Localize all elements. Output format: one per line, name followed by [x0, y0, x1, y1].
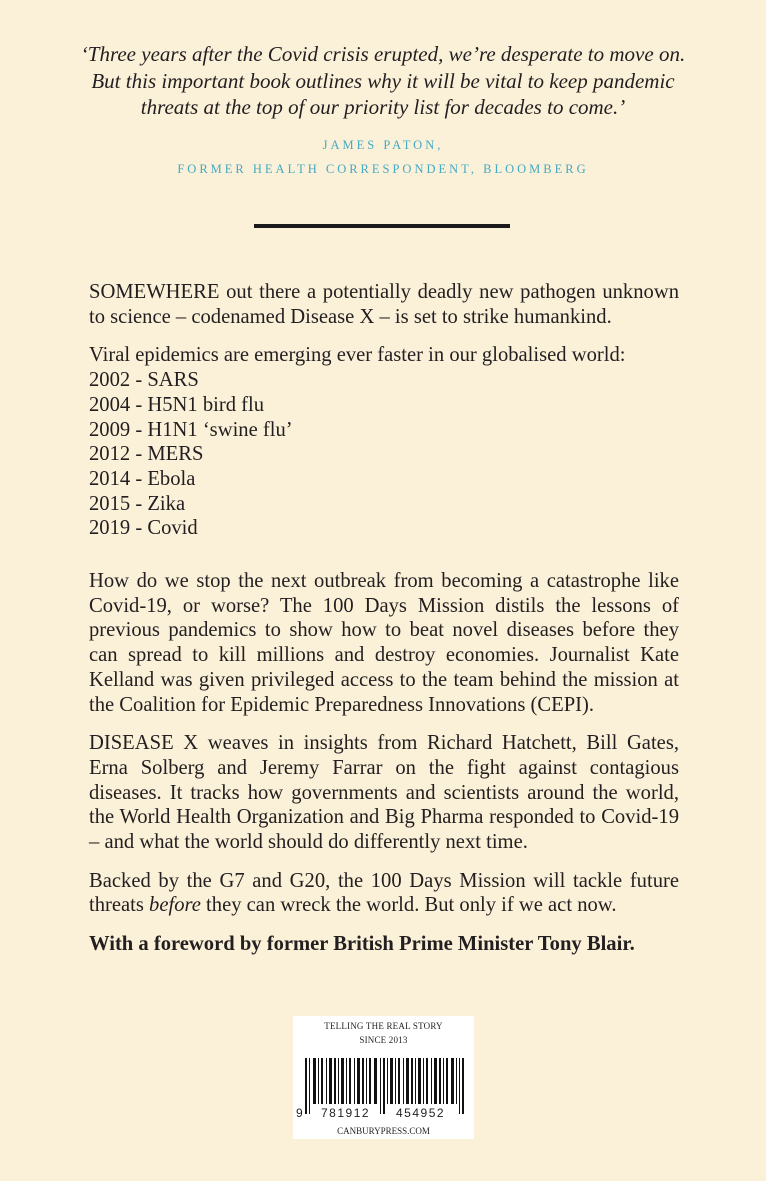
publisher-tagline: TELLING THE REAL STORY — [324, 1021, 443, 1031]
mission-paragraph: How do we stop the next outbreak from becoming a catastrophe like Covid-19, or worse? The 100 Days Mission distils the lessons of previous pandemics to show how to beat novel diseases before they can spread to kill millions and destroy economies. Journalist Kate Kelland was given privileged access to the team behind the mission at the Coalition for Epidemic Preparedness Innovations (CEPI). — [89, 570, 679, 716]
timeline-item: 2015 - Zika — [89, 492, 186, 515]
quote-line: ‘Three years after the Covid crisis erupted, we’re desperate to move on. — [80, 42, 686, 66]
backing-emphasis: before — [149, 894, 201, 917]
backing-text-a: Backed by the G7 and G20, the 100 Days Mission will tackle future threats — [89, 869, 679, 917]
divider-rule — [254, 224, 510, 228]
timeline-item: 2004 - H5N1 bird flu — [89, 393, 265, 416]
isbn-lead-digit: 9 — [296, 1106, 303, 1120]
backing-text-b: they can wreck the world. But only if we act now. — [200, 894, 617, 917]
intro-lead: SOMEWHERE — [89, 281, 220, 303]
back-cover-quote — [60, 41, 706, 121]
isbn-barcode-panel — [293, 1016, 474, 1139]
timeline-item: 2009 - H1N1 ‘swine flu’ — [89, 418, 293, 441]
epidemic-timeline — [89, 368, 679, 541]
isbn-digits-right: 454952 — [396, 1106, 446, 1120]
publisher-since: SINCE 2013 — [359, 1035, 408, 1045]
blurb — [89, 280, 679, 971]
intro-paragraph — [89, 280, 679, 329]
backing-paragraph — [89, 869, 679, 918]
publisher-website: CANBURYPRESS.COM — [337, 1126, 430, 1136]
insights-rest: weaves in insights from Richard Hatchett, Bill Gates, Erna Solberg and Jeremy Farrar on the fight against contagious diseases. It tracks how governments and scientists around the world, the World Health Organization and Big Pharma responded to Covid-19 – and what the world should do differently next time. — [89, 732, 679, 854]
timeline-item: 2019 - Covid — [89, 517, 198, 540]
quote-attribution — [60, 133, 706, 181]
isbn-digits-left: 781912 — [321, 1106, 371, 1120]
foreword-note: With a foreword by former British Prime Minister Tony Blair. — [89, 933, 635, 956]
quote-line: But this important book outlines why it will be vital to keep pandemic — [91, 68, 675, 93]
insights-paragraph — [89, 731, 679, 855]
timeline-item: 2002 - SARS — [89, 369, 199, 392]
insights-lead: DISEASE X — [89, 732, 199, 755]
timeline-intro: Viral epidemics are emerging ever faster in our globalised world: — [89, 344, 626, 367]
timeline-item: 2012 - MERS — [89, 443, 204, 466]
intro-rest: out there a potentially deadly new pathogen unknown to science – codenamed Disease X – is set to strike humankind. — [89, 281, 679, 328]
timeline-item: 2014 - Ebola — [89, 467, 196, 490]
quote-author-role: FORMER HEALTH CORRESPONDENT, BLOOMBERG — [177, 162, 589, 176]
quote-author: JAMES PATON, — [322, 138, 444, 152]
quote-line: threats at the top of our priority list for decades to come.’ — [140, 95, 626, 119]
